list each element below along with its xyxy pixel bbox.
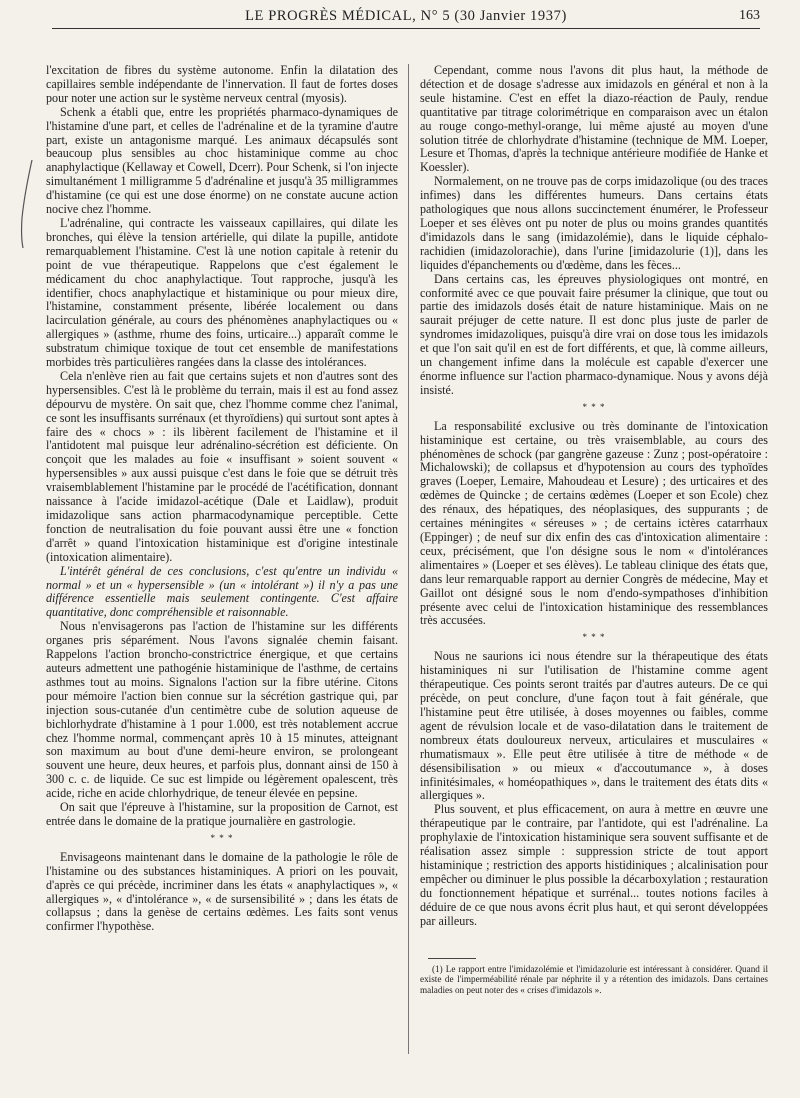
- margin-pencil-mark: [18, 158, 36, 250]
- paragraph: Schenk a établi que, entre les propriétés pharmaco-dynamiques de l'histamine d'une part, et celles de l'adrénaline et de la tyramine d'autre part, existe un antagonisme marqué. Les animaux décapsulés sont beaucoup plus sensibles au choc histaminique comme au choc anaphylactique (Kellaway et Cowell, Dcerr). Pour Schenk, si l'on injecte simultanément 1 milligramme 5 d'adrénaline et jusqu'à 35 milligrammes d'histamine (ce qui est une dose énorme) on ne constate aucune action nocive chez l'homme.: [46, 104, 398, 217]
- paragraph: La responsabilité exclusive ou très dominante de l'intoxication histaminique est certaine, ou très vraisemblable, au cours des phénomènes de schock (par gangrène gazeuse : Zunz ; post-opératoire : Michalowski); de collapsus et d'hypotension au cours des typhoïdes graves (Loeper, Lemaire, Mahoudeau et Lesure) ; des urticaires et des œdèmes de Quincke ; de certains œdèmes (Loeper et son Ecole) chez des rénaux, des hépatiques, des néoplasiques, des suppurants ; de certaines méningites « séreuses » ; de certains ictères catarrhaux (Eppinger) ; de neuf sur dix enfin des cas d'intoxication alimentaire : ceux, précisément, que l'on désigne sous le nom « d'intolérances alimentaires » (Loeper et ses élèves). Le tableau clinique des états que, dans leur remarquable rapport au dernier Congrès de médecine, May et Gaillot ont désigné sous le nom d'endo-sympathoses d'inhibition présente avec celui de l'intoxication histaminique des ressemblances très accusées.: [420, 418, 768, 628]
- footnote: (1) Le rapport entre l'imidazolémie et l'imidazolurie est intéressant à considérer. Quand il existe de l'imperméabilité rénale par néphrite il y a rétention des imidazols. Dans certaines maladies on peut noter des « crises d'imidazols ».: [420, 964, 768, 995]
- paragraph: Nous ne saurions ici nous étendre sur la thérapeutique des états histaminiques ni sur l'utilisation de l'histamine comme agent thérapeutique. Ces points seront traités par d'autres auteurs. De ce qui précède, on peut conclure, d'une façon tout à fait générale, que l'histamine peut être utilisée, à doses moyennes ou faibles, comme agent de révulsion locale et de vaso-dilatation dans le traitement de nombreux états douloureux nerveux, articulaires et musculaires « rhumatismaux ». Elle peut être utilisée à titre de méthode « de désensibilisation » ou mieux « d'accoutumance », à doses infinitésimales, « homéopathiques », dans le traitement des états dits « allergiques ».: [420, 649, 768, 803]
- paragraph: Normalement, on ne trouve pas de corps imidazolique (ou des traces infimes) dans les différentes humeurs. Dans certains états pathologiques que nous allons succinctement énumérer, le Professeur Loeper et ses élèves ont pu noter de plus ou moins grandes quantités d'imidazols dans le sang (imidazolémie), dans le liquide céphalo-rachidien (imidazolorachie), dans l'urine [imidazolurie (1)], dans les liquides d'épanchements ou d'œdème, dans les fèces...: [420, 174, 768, 272]
- page-header: [52, 6, 760, 29]
- page-number: 163: [739, 8, 760, 23]
- paragraph: L'adrénaline, qui contracte les vaisseaux capillaires, qui dilate les bronches, qui élève la tension artérielle, qui dilate la pupille, antidote remarquablement l'histamine. C'est là une notion capitale à retenir du point de vue thérapeutique. Rappelons que c'est également le médicament du choc anaphylactique. Tout rapproche, jusqu'à les identifier, chocs anaphylactique et histaminique ou pour mieux dire, l'histamine, constamment présente, libérée localement ou dans lacirculation générale, au cours des phénomènes anaphylactiques ou « allergiques » (asthme, rhume des foins, urticaire...) apparaît comme le substratum chimique toxique de tout cet ensemble de manifestations morbides très particulières rangées dans la classe des intolérances.: [46, 215, 398, 370]
- paragraph: L'intérêt général de ces conclusions, c'est qu'entre un individu « normal » et un « hypersensible » (un « intolérant ») il n'y a pas une différence essentielle mais seulement contingente. C'est affaire quantitative, donc compréhensible et raisonnable.: [46, 563, 398, 620]
- paragraph: On sait que l'épreuve à l'histamine, sur la proposition de Carnot, est entrée dans le domaine de la pratique journalière en gastrologie.: [46, 800, 398, 828]
- paragraph: Envisageons maintenant dans le domaine de la pathologie le rôle de l'histamine ou des substances histaminiques. A priori on les pouvait, d'après ce qui précède, incriminer dans les états « anaphylactiques », « allergiques », « d'intolérance », « de sursensibilité » ; dans les états de collapsus ; dans la genèse de certains œdèmes. Les faits sont venus confirmer l'hypothèse.: [46, 849, 398, 934]
- paragraph: Nous n'envisagerons pas l'action de l'histamine sur les différents organes pris séparément. Nous l'avons signalée chemin faisant. Rappelons l'action broncho-constrictrice énergique, et que certains auteurs admettent une pathogénie histaminique de l'asthme, de certains asthmes tout au moins. Signalons l'action sur la fibre utérine. Citons pour mémoire l'action bien connue sur la sécrétion gastrique qui, par injection sous-cutanée d'un centimètre cube de solution aqueuse de bichlorhydrate d'histamine à 1 pour 1.000, est très notablement accrue chez l'homme normal, commençant après 10 à 15 minutes, atteignant son maximum au bout d'une demi-heure environ, se prolongeant souvent une heure, deux heures, et parfois plus, donnant ainsi de 150 à 300 c. c. de liquide. Ce suc est limpide ou légèrement opalescent, très acide, riche en acide chlorhydrique, de teneur élevée en pepsine.: [46, 619, 398, 801]
- section-separator: * * *: [210, 832, 234, 843]
- journal-title: LE PROGRÈS MÉDICAL, N° 5 (30 Janvier 1937): [245, 8, 567, 24]
- paragraph: Dans certains cas, les épreuves physiologiques ont montré, en conformité avec ce que pouvait faire présumer la clinique, que tout ou partie des imidazols dosés était de nature histaminique. Mais on ne saurait préjuger de cette nature. Il est donc plus juste de parler de syndromes imidazoliques, puisqu'à dire vrai on dose tous les imidazols et que l'on sait qu'il en est de fort différents, et que, là comme ailleurs, un changement infime dans la molécule est capable d'exercer une énorme influence sur l'action pharmaco-dynamique. Nous y avons déjà insisté.: [420, 271, 768, 397]
- right-column: [420, 64, 768, 928]
- section-separator: * * *: [582, 401, 606, 412]
- left-column: [46, 64, 398, 934]
- paragraph: Plus souvent, et plus efficacement, on aura à mettre en œuvre une thérapeutique par le contraire, par l'antidote, qui est l'adrénaline. La prophylaxie de l'intoxication histaminique sera souvent suffisante et de réalisation assez simple : suppression stricte de tout apport histaminique ; restriction des apports histidiniques ; alcalinisation pour empêcher ou diminuer le plus possible la décarboxylation ; restauration du fonctionnement hépatique et surrénal... toutes notions faciles à déduire de ce que nous avons écrit plus haut, et qui seront développées par ailleurs.: [420, 802, 768, 928]
- section-separator: * * *: [582, 632, 606, 643]
- footnote-rule: [428, 958, 476, 959]
- paragraph: l'excitation de fibres du système autonome. Enfin la dilatation des capillaires semble indépendante de l'innervation. Il faut de fortes doses pour noter une action sur le système nerveux central (myosis).: [46, 63, 398, 105]
- column-divider: [408, 64, 409, 1054]
- paragraph: Cela n'enlève rien au fait que certains sujets et non d'autres sont des hypersensibles. C'est là le problème du terrain, mais il est au fond assez dépourvu de mystère. On sait que, chez l'homme comme chez l'animal, ce sont les insuffisants surrénaux (et thyroïdiens) qui surtout sont aptes à faire des « chocs » : ils libèrent facilement de l'histamine et il l'antidotent mal puisque leur adrénalino-sécrétion est déficiente. On conçoit que les malades au foie « insuffisant » soient souvent « hypersensibles » aux aussi puisque c'est dans le foie que se détruit très vraisemblablement l'histamine par le procédé de l'acétification, donnant naissance à l'acide imidazol-acétique (Dale et Laidlaw), produit imidazolique sans action pharmacodynamique perceptible. Cette fonction de neutralisation du foie pouvant aussi être une « fonction d'arrêt » quand l'intoxication histaminique est d'origine intestinale (intoxication alimentaire).: [46, 368, 398, 564]
- paragraph: Cependant, comme nous l'avons dit plus haut, la méthode de détection et de dosage s'adresse aux imidazols en général et non à la seule histamine. C'est en effet la diazo-réaction de Pauly, rendue quantitative par titrage colorimétrique en comparaison avec un étalon au rouge congo-methyl-orange, lui même ajusté au moyen d'une solution titrée de chlorhydrate d'histamine (technique de MM. Loeper, Lesure et Thomas, d'après la technique antérieure modifiée de Hanke et Koessler).: [420, 63, 768, 175]
